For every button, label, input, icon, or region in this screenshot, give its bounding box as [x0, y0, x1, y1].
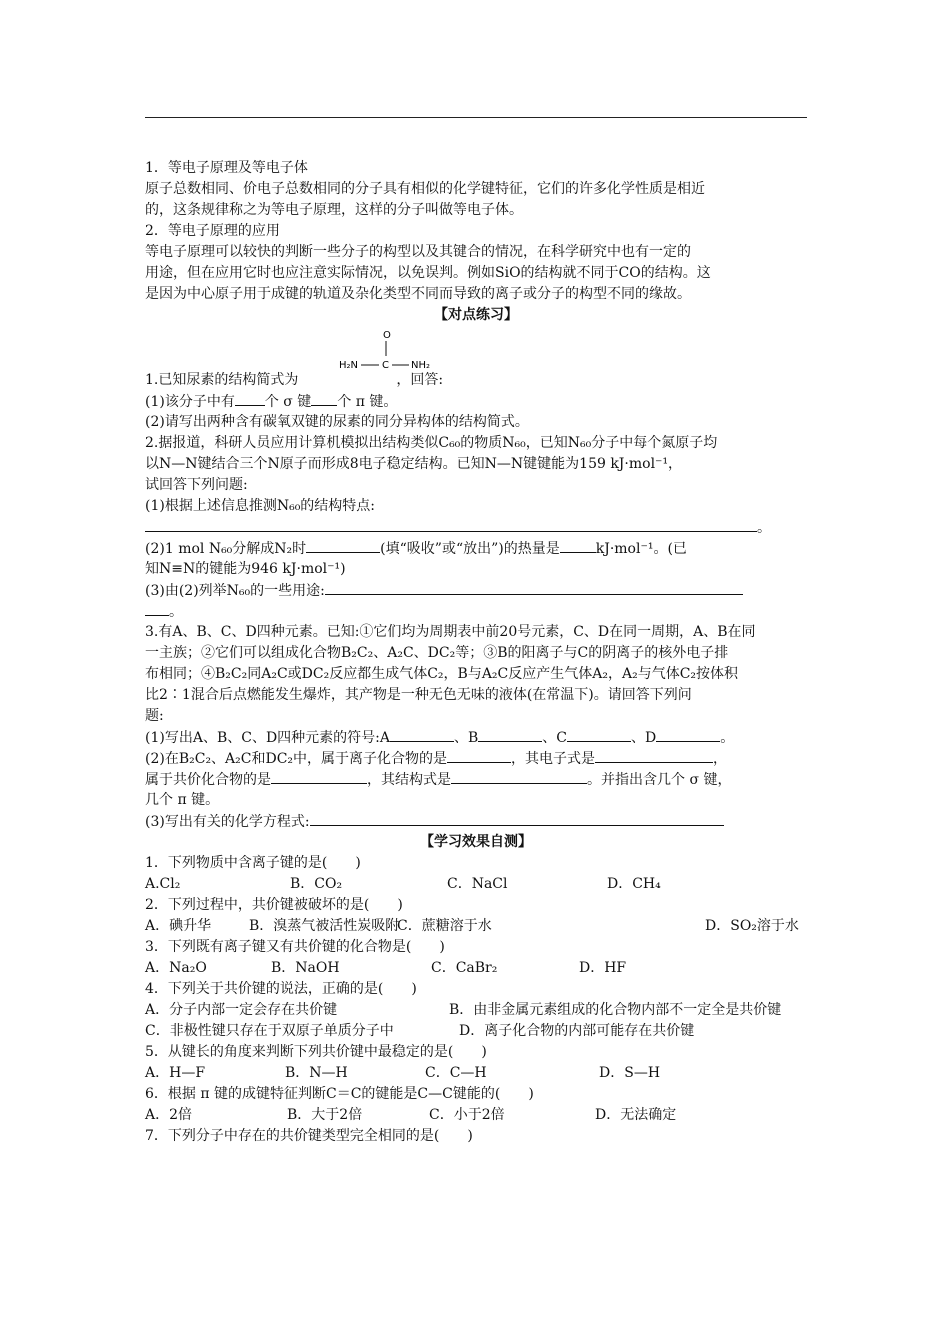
q2-sub2-cont: 知N≡N的键能为946 kJ·mol⁻¹)	[145, 561, 346, 577]
urea-oxygen: O	[383, 330, 391, 341]
answer-blank[interactable]	[325, 580, 743, 595]
option-b[interactable]: B．溴蒸气被活性炭吸附	[249, 918, 400, 934]
test-options	[145, 958, 807, 979]
option-b[interactable]: B．N—H	[285, 1065, 348, 1081]
option-c[interactable]: C．蔗糖溶于水	[397, 918, 492, 934]
test-question: 3．下列既有离子键又有共价键的化合物是( )	[145, 939, 445, 955]
document-body	[145, 158, 807, 1147]
option-d[interactable]: D．SO₂溶于水	[705, 918, 799, 934]
option-d[interactable]: D．HF	[579, 960, 627, 976]
q3-sub2-text: ，	[713, 751, 728, 767]
option-a[interactable]: A．碘升华	[145, 918, 212, 934]
q1-sub1-text: (1)该分子中有	[145, 394, 235, 410]
q2-sub3	[145, 580, 807, 601]
answer-blank[interactable]	[145, 601, 169, 616]
answer-blank[interactable]	[447, 748, 511, 763]
intro-text: 的，这条规律称之为等电子原理，这样的分子叫做等电子体。	[145, 202, 523, 218]
intro-heading-2: 2．等电子原理的应用	[145, 223, 280, 239]
q3-stem: 比2∶1混合后点燃能发生爆炸，其产物是一种无色无味的液体(在常温下)。请回答下列问	[145, 687, 692, 703]
q1-stem-text: 1.已知尿素的结构简式为	[145, 372, 299, 388]
answer-blank[interactable]	[451, 769, 587, 784]
intro-text: 是因为中心原子用于成键的轨道及杂化类型不同而导致的离子或分子的构型不同的缘故。	[145, 286, 691, 302]
test-options	[145, 874, 807, 895]
test-question: 2．下列过程中，共价键被破坏的是( )	[145, 897, 403, 913]
q1-stem-end: ，回答:	[396, 372, 444, 388]
test-options	[145, 1021, 807, 1042]
answer-blank[interactable]	[271, 769, 367, 784]
q3-sub3-text: (3)写出有关的化学方程式:	[145, 814, 310, 830]
q3-stem: 布相同；④B₂C₂同A₂C或DC₂反应都生成气体C₂，B与A₂C反应产生气体A₂，A₂与气体C₂按体积	[145, 666, 739, 682]
q3-sub2	[145, 748, 807, 769]
test-question: 7．下列分子中存在的共价键类型完全相同的是( )	[145, 1128, 473, 1144]
q2-stem: 2.据报道，科研人员应用计算机模拟出结构类似C₆₀的物质N₆₀，已知N₆₀分子中每个氮原子均	[145, 435, 718, 451]
answer-blank[interactable]	[656, 727, 720, 742]
answer-blank[interactable]	[478, 727, 542, 742]
q3-sub2-cont	[145, 769, 807, 790]
test-options	[145, 1063, 807, 1084]
urea-right-group: NH₂	[411, 360, 431, 371]
option-d[interactable]: D．S—H	[599, 1065, 661, 1081]
q3-stem: 3.有A、B、C、D四种元素。已知:①它们均为周期表中前20号元素，C、D在同一周期，A、B在同	[145, 624, 756, 640]
option-a[interactable]: A．Na₂O	[145, 960, 207, 976]
q2-sub2-text: (填“吸收”或“放出”)的热量是	[380, 541, 560, 557]
q2-sub2	[145, 538, 807, 559]
q2-sub1-answer	[145, 517, 807, 538]
answer-blank[interactable]	[235, 391, 265, 406]
intro-text: 用途，但在应用它时也应注意实际情况，以免误判。例如SiO的结构就不同于CO的结构。这	[145, 265, 711, 281]
q3-sub2-end: 几个 π 键。	[145, 792, 220, 808]
test-question: 6．根据 π 键的成键特征判断C＝C的键能是C—C键能的( )	[145, 1086, 534, 1102]
option-a[interactable]: A．H—F	[145, 1065, 206, 1081]
option-b[interactable]: B．NaOH	[271, 960, 340, 976]
section-title-practice: 【对点练习】	[434, 307, 518, 323]
q2-sub2-text: (2)1 mol N₆₀分解成N₂时	[145, 541, 307, 557]
test-question: 1．下列物质中含离子键的是( )	[145, 855, 361, 871]
q1-sub1	[145, 391, 807, 412]
option-a[interactable]: A．分子内部一定会存在共价键	[145, 1002, 338, 1018]
q3-sub1-text: 、D	[631, 730, 657, 746]
option-b[interactable]: B．大于2倍	[287, 1107, 363, 1123]
urea-structure-row	[145, 326, 807, 370]
section-title-self-test: 【学习效果自测】	[420, 834, 532, 850]
answer-blank[interactable]	[390, 727, 454, 742]
option-b[interactable]: B．由非金属元素组成的化合物内部不一定全是共价键	[449, 1002, 782, 1018]
answer-blank[interactable]	[567, 727, 631, 742]
test-options	[145, 916, 807, 937]
q3-sub2-text: (2)在B₂C₂、A₂C和DC₂中，属于离子化合物的是	[145, 751, 448, 767]
option-c[interactable]: C．非极性键只存在于双原子单质分子中	[145, 1023, 394, 1039]
option-c[interactable]: C．小于2倍	[429, 1107, 505, 1123]
q3-stem: 题:	[145, 708, 164, 724]
test-question: 5．从键长的角度来判断下列共价键中最稳定的是( )	[145, 1044, 487, 1060]
q2-stem: 试回答下列问题:	[145, 477, 248, 493]
header-rule	[145, 117, 807, 118]
intro-text: 原子总数相同、价电子总数相同的分子具有相似的化学键特征，它们的许多化学性质是相近	[145, 181, 705, 197]
q3-sub1	[145, 727, 807, 748]
option-c[interactable]: C．NaCl	[447, 876, 508, 892]
option-c[interactable]: C．CaBr₂	[431, 960, 498, 976]
option-a[interactable]: A.Cl₂	[145, 876, 181, 892]
option-d[interactable]: D．离子化合物的内部可能存在共价键	[459, 1023, 695, 1039]
q3-sub1-text: 。	[720, 730, 735, 746]
q2-sub3-end: 。	[169, 604, 183, 620]
q3-sub2-text: ，其结构式是	[367, 772, 451, 788]
answer-blank[interactable]	[311, 391, 337, 406]
answer-blank[interactable]	[595, 748, 713, 763]
option-c[interactable]: C．C—H	[425, 1065, 487, 1081]
test-options	[145, 1105, 807, 1126]
answer-blank[interactable]	[310, 811, 724, 826]
intro-heading-1: 1．等电子原理及等电子体	[145, 160, 308, 176]
urea-carbon: C	[382, 360, 389, 371]
q1-sub2: (2)请写出两种含有碳氧双键的尿素的同分异构体的结构简式。	[145, 414, 529, 430]
intro-text: 等电子原理可以较快的判断一些分子的构型以及其键合的情况，在科学研究中也有一定的	[145, 244, 691, 260]
q2-sub3-answer	[145, 601, 807, 622]
q2-sub1: (1)根据上述信息推测N₆₀的结构特点:	[145, 498, 376, 514]
answer-blank[interactable]	[306, 538, 380, 553]
q3-sub2-text: 。并指出含几个 σ 键，	[587, 772, 732, 788]
answer-blank[interactable]	[145, 517, 757, 532]
option-d[interactable]: D．无法确定	[595, 1107, 677, 1123]
q1-sub1-text: 个 π 键。	[337, 394, 398, 410]
q3-stem: 一主族；②它们可以组成化合物B₂C₂、A₂C、DC₂等；③B的阳离子与C的阴离子的核外电子排	[145, 645, 729, 661]
answer-blank[interactable]	[560, 538, 596, 553]
q2-sub3-text: (3)由(2)列举N₆₀的一些用途:	[145, 583, 325, 599]
q3-sub1-text: 、C	[542, 730, 568, 746]
option-a[interactable]: A．2倍	[145, 1107, 193, 1123]
q3-sub1-text: 、B	[454, 730, 479, 746]
urea-structure-formula	[339, 328, 449, 372]
q2-stem: 以N—N键结合三个N原子而形成8电子稳定结构。已知N—N键键能为159 kJ·mol⁻¹，	[145, 456, 683, 472]
q2-sub2-text: kJ·mol⁻¹。(已	[595, 541, 687, 557]
q3-sub1-text: (1)写出A、B、C、D四种元素的符号:A	[145, 730, 390, 746]
urea-left-group: H₂N	[339, 360, 359, 371]
q2-sub1-end: 。	[757, 520, 771, 536]
test-question: 4．下列关于共价键的说法，正确的是( )	[145, 981, 417, 997]
q1-sub1-text: 个 σ 键	[264, 394, 312, 410]
test-options	[145, 1000, 807, 1021]
q3-sub2-text: ，其电子式是	[511, 751, 596, 767]
option-b[interactable]: B．CO₂	[290, 876, 343, 892]
q3-sub2-text: 属于共价化合物的是	[145, 772, 271, 788]
option-d[interactable]: D．CH₄	[607, 876, 661, 892]
q3-sub3	[145, 811, 807, 832]
q1-stem	[145, 370, 807, 391]
